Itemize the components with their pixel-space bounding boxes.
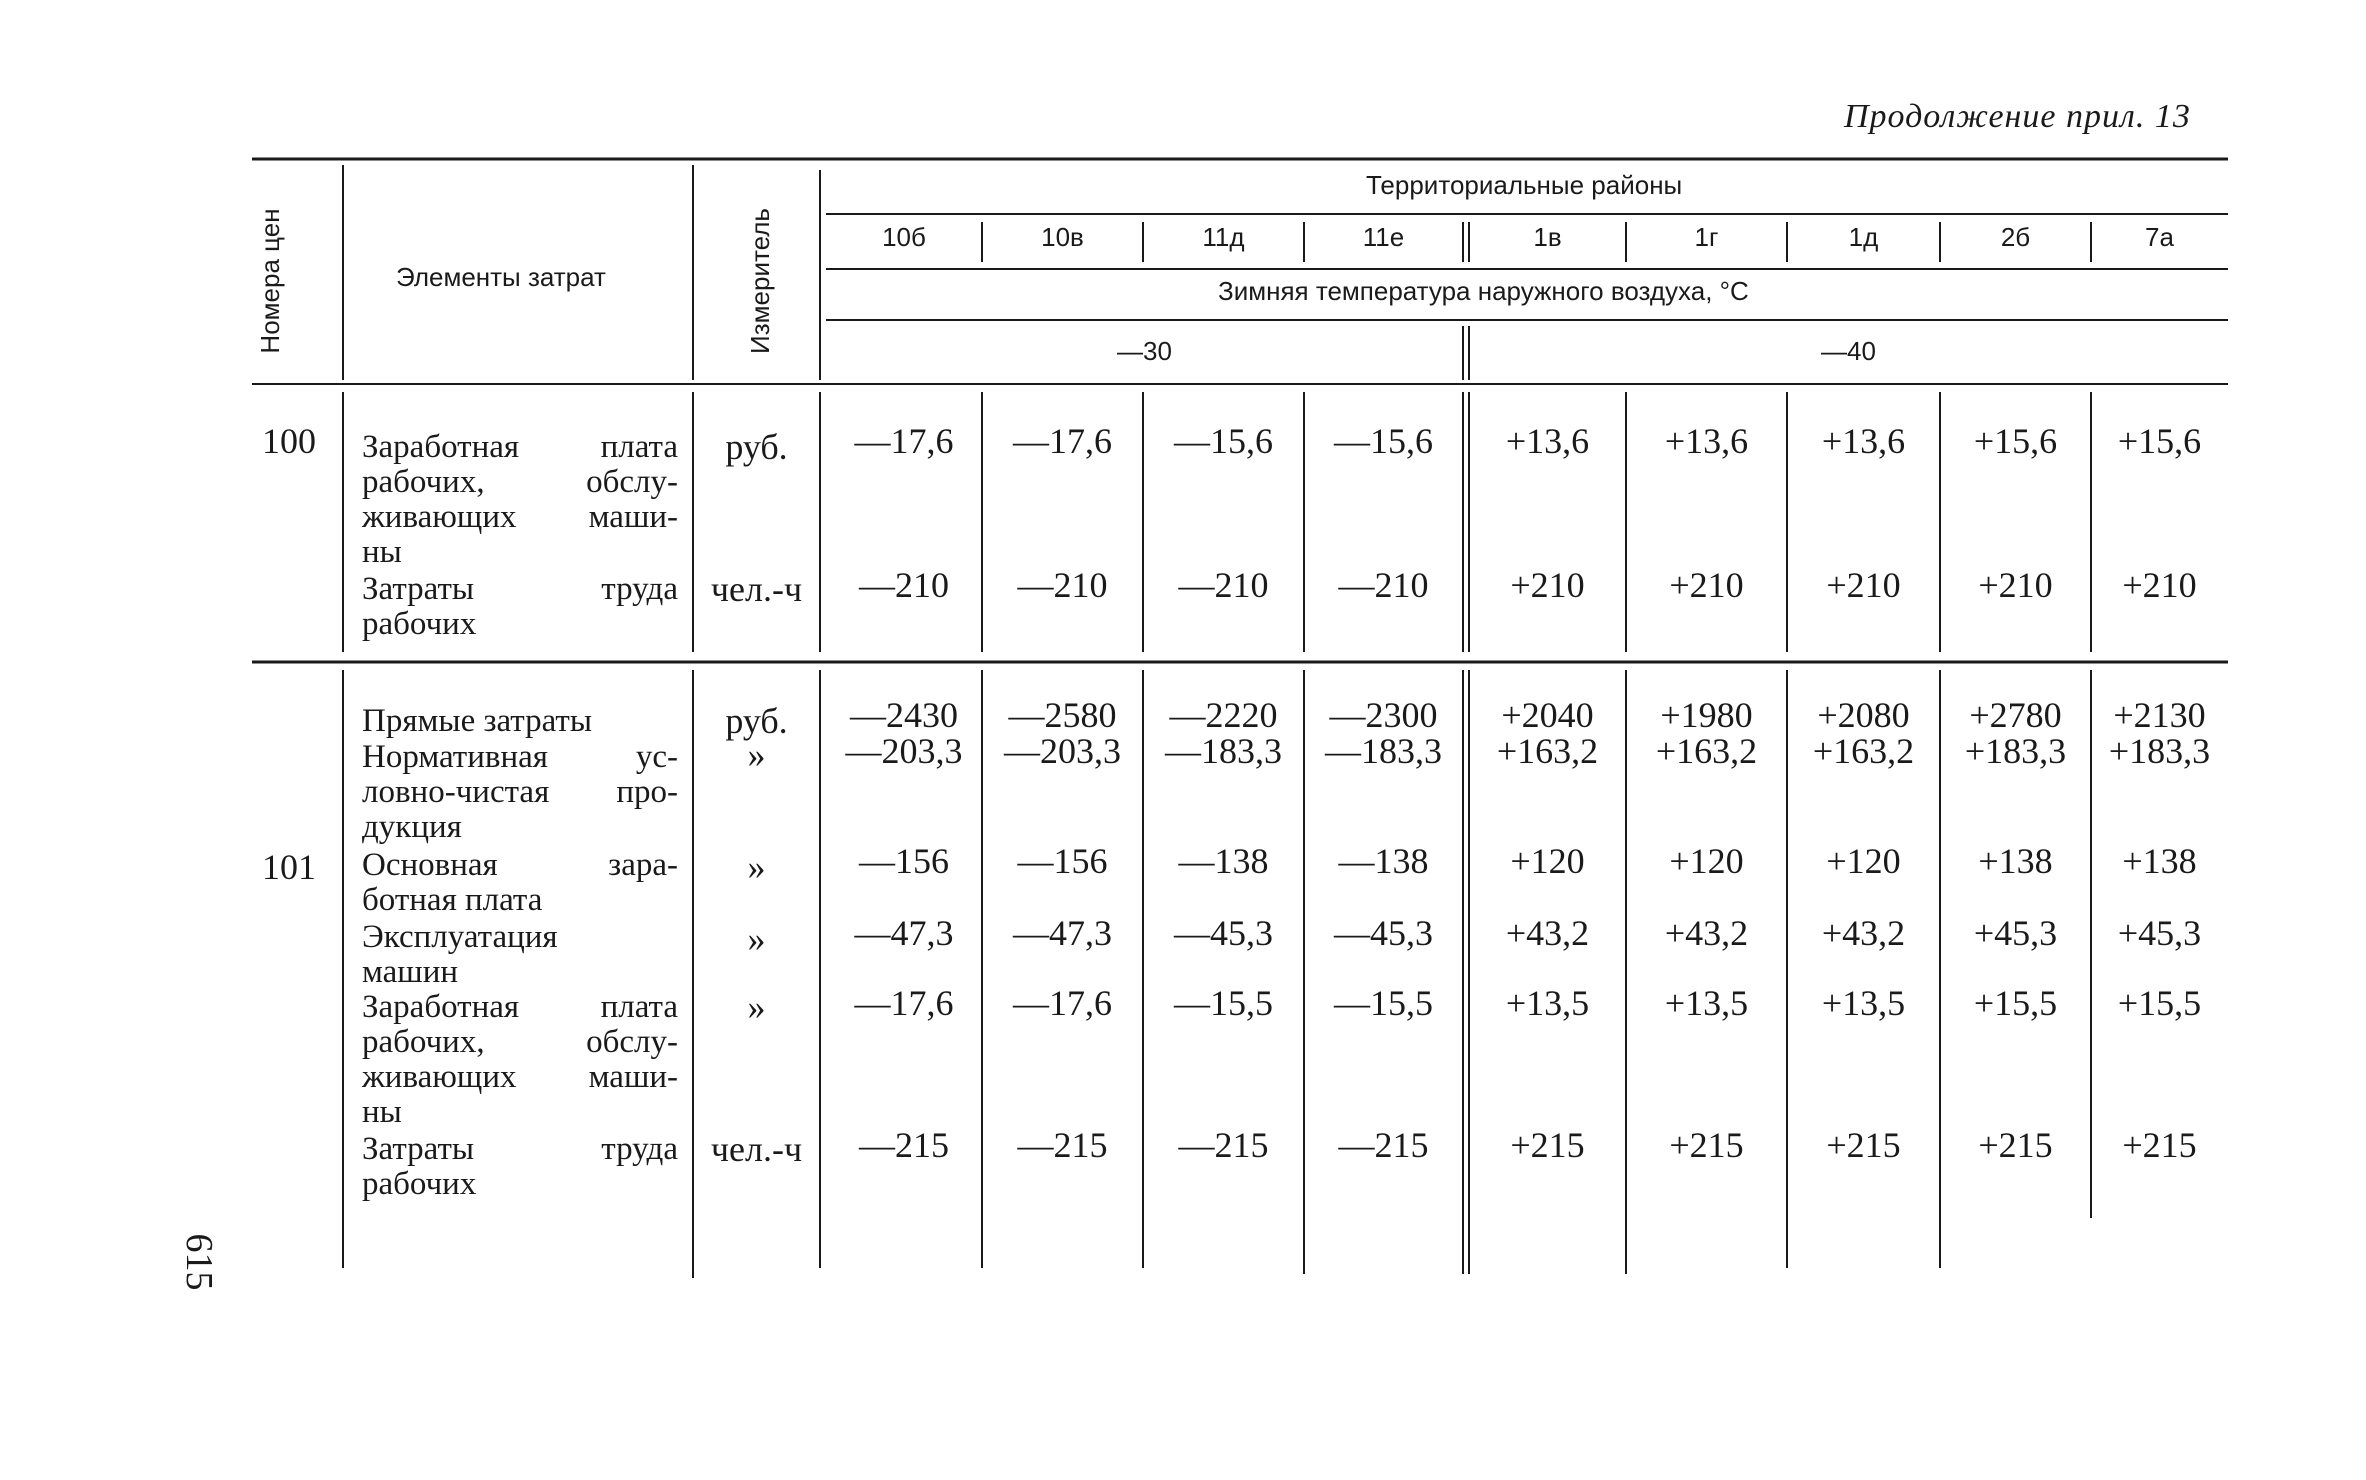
value-cell: —15,5	[1174, 983, 1273, 1023]
district-header: 2б	[2000, 222, 2031, 252]
value-cell: +215	[2122, 1125, 2197, 1165]
price-number: 101	[262, 847, 316, 887]
value-cell: +210	[1510, 565, 1585, 605]
value-cell: —156	[1017, 841, 1108, 881]
value-cell: +2040	[1501, 695, 1594, 735]
value-cell: —45,3	[1174, 913, 1273, 953]
value-cell: —215	[859, 1125, 949, 1165]
col-header-price-no: Номера цен	[255, 208, 285, 354]
value-cell: +210	[1669, 565, 1744, 605]
value-cell: +138	[2122, 841, 2197, 881]
value-cell: +13,6	[1664, 421, 1749, 461]
value-cell: +120	[1669, 841, 1744, 881]
district-header: 1г	[1694, 222, 1719, 252]
value-cell: —17,6	[854, 983, 954, 1023]
district-header: 10в	[1041, 222, 1084, 252]
value-cell: +13,6	[1821, 421, 1906, 461]
value-cell: —45,3	[1334, 913, 1433, 953]
cost-element-label: Прямые затраты	[362, 703, 593, 739]
value-cell: +13,5	[1664, 983, 1749, 1023]
temperature-header: Зимняя температура наружного воздуха, °С	[1218, 276, 1749, 306]
value-cell: —47,3	[854, 913, 954, 953]
col-header-elements: Элементы затрат	[396, 262, 606, 292]
value-cell: +210	[1826, 565, 1901, 605]
value-cell: +43,2	[1821, 913, 1906, 953]
unit-cell: чел.-ч	[710, 569, 803, 609]
value-cell: —183,3	[1165, 731, 1282, 771]
value-cell: +120	[1826, 841, 1901, 881]
value-cell: —156	[859, 841, 949, 881]
value-cell: +15,6	[2117, 421, 2202, 461]
value-cell: —183,3	[1325, 731, 1442, 771]
value-cell: +2780	[1969, 695, 2062, 735]
value-cell: —138	[1178, 841, 1269, 881]
value-cell: —2220	[1169, 695, 1278, 735]
value-cell: —17,6	[1013, 421, 1112, 461]
unit-cell: »	[747, 919, 766, 959]
value-cell: —17,6	[1013, 983, 1112, 1023]
value-cell: +1980	[1660, 695, 1753, 735]
value-cell: +43,2	[1505, 913, 1590, 953]
value-cell: +183,3	[2108, 731, 2211, 771]
value-cell: +2080	[1817, 695, 1910, 735]
unit-cell: руб.	[725, 427, 788, 467]
value-cell: —210	[1017, 565, 1108, 605]
unit-cell: »	[747, 987, 766, 1027]
district-header: 7а	[2145, 222, 2174, 252]
value-cell: +43,2	[1664, 913, 1749, 953]
value-cell: —215	[1338, 1125, 1429, 1165]
page-caption: Продолжение прил. 13	[1844, 98, 2191, 135]
value-cell: +163,2	[1496, 731, 1599, 771]
value-cell: +120	[1510, 841, 1585, 881]
value-cell: +215	[1978, 1125, 2053, 1165]
district-header: 1в	[1533, 222, 1562, 252]
price-number: 100	[262, 421, 316, 461]
value-cell: +215	[1510, 1125, 1585, 1165]
value-cell: —15,6	[1334, 421, 1433, 461]
cost-element-label: Затраты труда рабочих	[362, 571, 678, 642]
value-cell: +13,5	[1821, 983, 1906, 1023]
value-cell: —210	[1178, 565, 1269, 605]
value-cell: +163,2	[1655, 731, 1758, 771]
value-cell: +215	[1826, 1125, 1901, 1165]
value-cell: +45,3	[1973, 913, 2058, 953]
unit-cell: »	[747, 735, 766, 775]
unit-cell: »	[747, 847, 766, 887]
col-header-unit: Измеритель	[745, 208, 775, 354]
cost-element-label: Заработная плата рабочих, обслу- живающих маши- ны	[362, 989, 678, 1130]
unit-cell: руб.	[725, 701, 788, 741]
cost-element-label: Заработная плата рабочих, обслу- живающих маши- ны	[362, 429, 678, 570]
value-cell: +210	[1978, 565, 2053, 605]
value-cell: —215	[1017, 1125, 1108, 1165]
value-cell: +15,6	[1973, 421, 2058, 461]
territorial-header: Территориальные районы	[1366, 170, 1683, 200]
value-cell: —210	[1338, 565, 1429, 605]
cost-element-label: Нормативная ус- ловно-чистая про- дукция	[362, 739, 678, 845]
value-cell: —15,6	[1174, 421, 1273, 461]
value-cell: —203,3	[845, 731, 963, 771]
value-cell: —2430	[850, 695, 958, 735]
district-header: 11е	[1362, 222, 1405, 252]
cost-element-label: Эксплуатация машин	[362, 919, 558, 990]
value-cell: —47,3	[1013, 913, 1112, 953]
value-cell: +45,3	[2117, 913, 2202, 953]
value-cell: +183,3	[1964, 731, 2067, 771]
cost-element-label: Затраты труда рабочих	[362, 1131, 678, 1202]
value-cell: —215	[1178, 1125, 1269, 1165]
value-cell: —2300	[1329, 695, 1438, 735]
value-cell: —17,6	[854, 421, 954, 461]
district-header: 1д	[1848, 222, 1879, 252]
value-cell: —2580	[1008, 695, 1117, 735]
temp-group-label: —30	[1117, 336, 1172, 366]
cost-element-label: Основная зара- ботная плата	[362, 847, 678, 918]
value-cell: —15,5	[1334, 983, 1433, 1023]
value-cell: +13,6	[1505, 421, 1590, 461]
district-header: 10б	[882, 222, 926, 252]
value-cell: +138	[1978, 841, 2053, 881]
temp-group-label: —40	[1821, 336, 1876, 366]
value-cell: —210	[859, 565, 949, 605]
value-cell: +13,5	[1505, 983, 1590, 1023]
unit-cell: чел.-ч	[710, 1129, 803, 1169]
value-cell: +163,2	[1812, 731, 1915, 771]
value-cell: +2130	[2113, 695, 2206, 735]
value-cell: +215	[1669, 1125, 1744, 1165]
page-number: 615	[178, 1233, 220, 1291]
value-cell: +210	[2122, 565, 2197, 605]
value-cell: +15,5	[1973, 983, 2058, 1023]
value-cell: +15,5	[2117, 983, 2202, 1023]
value-cell: —138	[1338, 841, 1429, 881]
value-cell: —203,3	[1004, 731, 1121, 771]
district-header: 11д	[1202, 222, 1245, 252]
